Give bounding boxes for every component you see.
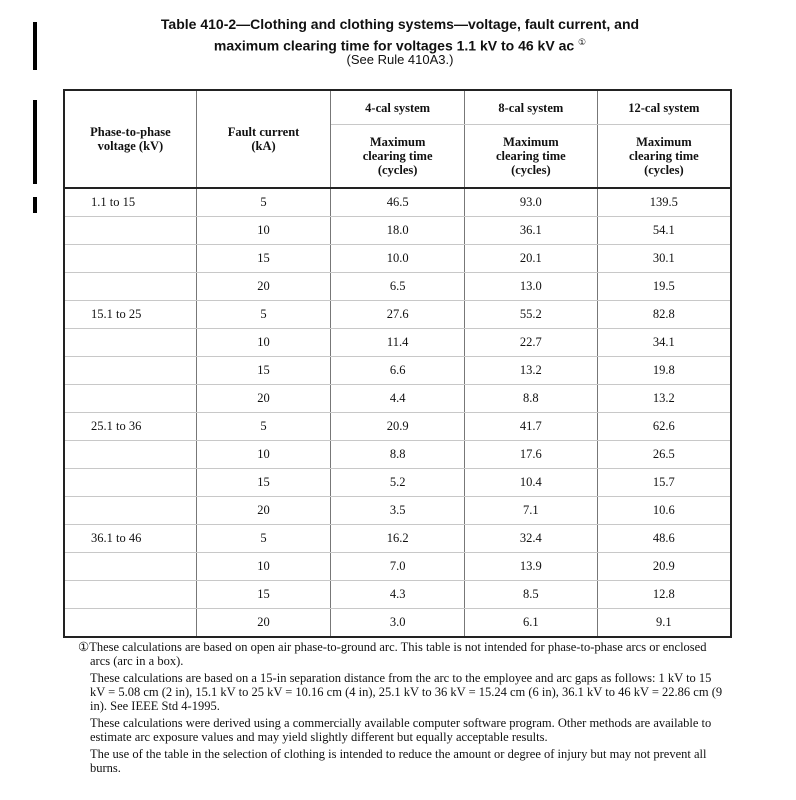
cell-clearing-12cal: 10.6 <box>597 497 731 525</box>
cell-clearing-12cal: 34.1 <box>597 329 731 357</box>
table-row <box>64 273 731 301</box>
cell-clearing-8cal: 8.8 <box>464 385 597 413</box>
cell-fault-current: 20 <box>196 497 330 525</box>
cell-voltage: 1.1 to 15 <box>64 188 196 217</box>
cell-clearing-4cal: 8.8 <box>331 441 465 469</box>
cell-clearing-12cal: 82.8 <box>597 301 731 329</box>
table-row <box>64 609 731 638</box>
table-title-line1: Table 410-2—Clothing and clothing systems—voltage, fault current, and <box>160 16 640 32</box>
table-row <box>64 329 731 357</box>
table-row <box>64 525 731 553</box>
cell-voltage <box>64 497 196 525</box>
cell-clearing-12cal: 62.6 <box>597 413 731 441</box>
cell-clearing-8cal: 36.1 <box>464 217 597 245</box>
cell-clearing-4cal: 11.4 <box>331 329 465 357</box>
cell-clearing-8cal: 6.1 <box>464 609 597 638</box>
cell-fault-current: 15 <box>196 581 330 609</box>
cell-clearing-4cal: 20.9 <box>331 413 465 441</box>
cell-clearing-4cal: 10.0 <box>331 245 465 273</box>
cell-clearing-12cal: 26.5 <box>597 441 731 469</box>
cell-clearing-12cal: 48.6 <box>597 525 731 553</box>
cell-fault-current: 20 <box>196 385 330 413</box>
table-note: These calculations were derived using a commercially available computer software program. Other methods are available to estimate arc exposure values and may yield slightly different but equally acceptable results. <box>90 716 712 744</box>
header-4cal: 4-cal system <box>331 90 465 125</box>
cell-voltage <box>64 385 196 413</box>
cell-clearing-4cal: 16.2 <box>331 525 465 553</box>
cell-clearing-8cal: 93.0 <box>464 188 597 217</box>
table-row <box>64 301 731 329</box>
cell-voltage <box>64 245 196 273</box>
cell-clearing-12cal: 15.7 <box>597 469 731 497</box>
cell-voltage <box>64 581 196 609</box>
cell-clearing-8cal: 13.0 <box>464 273 597 301</box>
cell-clearing-8cal: 32.4 <box>464 525 597 553</box>
cell-fault-current: 15 <box>196 357 330 385</box>
cell-clearing-8cal: 22.7 <box>464 329 597 357</box>
cell-clearing-12cal: 12.8 <box>597 581 731 609</box>
cell-clearing-8cal: 13.2 <box>464 357 597 385</box>
table-row <box>64 441 731 469</box>
footnote-mark: ① <box>578 37 587 47</box>
table-row <box>64 357 731 385</box>
cell-fault-current: 10 <box>196 329 330 357</box>
header-clearing-8cal: Maximum clearing time (cycles) <box>464 125 597 189</box>
table-row <box>64 413 731 441</box>
cell-fault-current: 10 <box>196 217 330 245</box>
table-note: These calculations are based on a 15-in separation distance from the arc to the employee and arc gaps as follows: 1 kV to 15 kV = 5.08 cm (2 in), 15.1 kV to 25 kV = 10.16 cm (4 in), 25.1 kV to 36 kV = 15.24 cm (6 in), 36.1 kV to 46 kV = 22.86 cm (9 in). See IEEE Std 4-1995. <box>90 671 723 713</box>
cell-fault-current: 15 <box>196 245 330 273</box>
cell-clearing-4cal: 27.6 <box>331 301 465 329</box>
table-row <box>64 553 731 581</box>
cell-fault-current: 20 <box>196 609 330 638</box>
cell-clearing-8cal: 55.2 <box>464 301 597 329</box>
cell-clearing-8cal: 10.4 <box>464 469 597 497</box>
table-note: The use of the table in the selection of clothing is intended to reduce the amount or degree of injury but may not prevent all burns. <box>90 747 707 775</box>
cell-voltage <box>64 553 196 581</box>
cell-voltage <box>64 273 196 301</box>
cell-voltage <box>64 609 196 638</box>
cell-fault-current: 5 <box>196 413 330 441</box>
cell-clearing-12cal: 139.5 <box>597 188 731 217</box>
cell-clearing-4cal: 3.5 <box>331 497 465 525</box>
header-clearing-12cal: Maximum clearing time (cycles) <box>597 125 731 189</box>
cell-clearing-4cal: 6.5 <box>331 273 465 301</box>
cell-clearing-4cal: 7.0 <box>331 553 465 581</box>
cell-voltage <box>64 469 196 497</box>
cell-clearing-4cal: 3.0 <box>331 609 465 638</box>
cell-clearing-4cal: 4.4 <box>331 385 465 413</box>
header-12cal: 12-cal system <box>597 90 731 125</box>
cell-clearing-4cal: 4.3 <box>331 581 465 609</box>
table-title <box>100 15 700 55</box>
cell-voltage <box>64 329 196 357</box>
header-row-systems <box>64 90 731 125</box>
cell-clearing-8cal: 20.1 <box>464 245 597 273</box>
cell-voltage: 25.1 to 36 <box>64 413 196 441</box>
cell-clearing-12cal: 20.9 <box>597 553 731 581</box>
cell-fault-current: 5 <box>196 301 330 329</box>
cell-fault-current: 15 <box>196 469 330 497</box>
cell-clearing-4cal: 6.6 <box>331 357 465 385</box>
table-row <box>64 245 731 273</box>
revision-bar <box>33 197 37 213</box>
cell-clearing-8cal: 7.1 <box>464 497 597 525</box>
clothing-systems-table <box>63 89 732 638</box>
cell-clearing-8cal: 13.9 <box>464 553 597 581</box>
cell-clearing-12cal: 19.8 <box>597 357 731 385</box>
cell-fault-current: 10 <box>196 441 330 469</box>
cell-clearing-8cal: 8.5 <box>464 581 597 609</box>
table-row <box>64 497 731 525</box>
cell-fault-current: 10 <box>196 553 330 581</box>
cell-fault-current: 5 <box>196 525 330 553</box>
table-title-line2: maximum clearing time for voltages 1.1 kV to 46 kV ac ① <box>213 37 587 54</box>
cell-fault-current: 5 <box>196 188 330 217</box>
header-fault-current: Fault current (kA) <box>196 90 330 188</box>
cell-clearing-8cal: 41.7 <box>464 413 597 441</box>
table-row <box>64 188 731 217</box>
cell-clearing-12cal: 30.1 <box>597 245 731 273</box>
header-clearing-4cal: Maximum clearing time (cycles) <box>331 125 465 189</box>
table-row <box>64 469 731 497</box>
cell-fault-current: 20 <box>196 273 330 301</box>
table-row <box>64 217 731 245</box>
table-reference: (See Rule 410A3.) <box>346 52 454 67</box>
cell-clearing-12cal: 54.1 <box>597 217 731 245</box>
cell-clearing-8cal: 17.6 <box>464 441 597 469</box>
cell-clearing-12cal: 19.5 <box>597 273 731 301</box>
table-notes <box>78 640 728 778</box>
revision-bar <box>33 100 37 184</box>
header-voltage: Phase-to-phase voltage (kV) <box>64 90 196 188</box>
cell-clearing-4cal: 18.0 <box>331 217 465 245</box>
cell-clearing-4cal: 5.2 <box>331 469 465 497</box>
header-8cal: 8-cal system <box>464 90 597 125</box>
cell-voltage <box>64 441 196 469</box>
cell-voltage <box>64 217 196 245</box>
table-row <box>64 385 731 413</box>
cell-voltage: 36.1 to 46 <box>64 525 196 553</box>
cell-clearing-12cal: 9.1 <box>597 609 731 638</box>
table-row <box>64 581 731 609</box>
cell-clearing-4cal: 46.5 <box>331 188 465 217</box>
cell-clearing-12cal: 13.2 <box>597 385 731 413</box>
cell-voltage: 15.1 to 25 <box>64 301 196 329</box>
revision-bar <box>33 22 37 70</box>
cell-voltage <box>64 357 196 385</box>
table-note: ①These calculations are based on open air phase-to-ground arc. This table is not intended for phase-to-phase arcs or enclosed arcs (arc in a box). <box>78 640 707 668</box>
